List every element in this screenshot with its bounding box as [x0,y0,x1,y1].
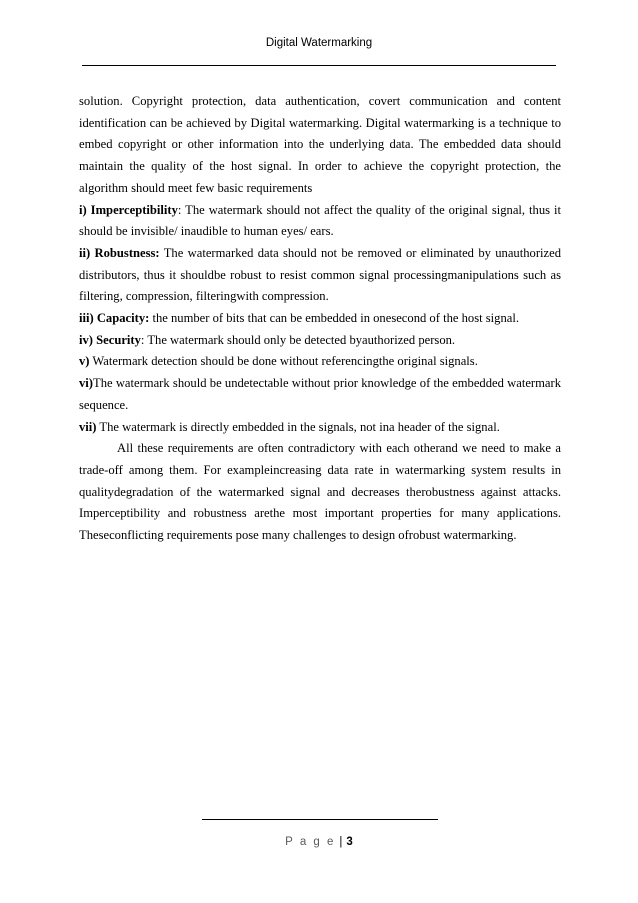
requirement-label: iii) Capacity: [79,311,150,326]
requirement-text: The watermarked data should not be removed or eliminated by unauthorized distributors, thus it shouldbe robust to resist common signal processingmanipulations such as filtering, compression, filteringwith compression. [79,245,561,304]
requirement-text: The watermark should be undetectable without prior knowledge of the embedded watermark sequence. [79,376,561,412]
requirement-undetectable [79,373,561,416]
document-body [79,91,561,547]
requirement-label: vi) [79,376,93,391]
requirement-embedding [79,417,561,439]
footer-divider [202,819,438,820]
page-number: 3 [346,836,353,848]
requirement-capacity [79,308,561,330]
requirement-label: vii) [79,419,97,434]
requirement-label: ii) Robustness: [79,245,160,260]
requirement-text: : The watermark should only be detected byauthorized person. [140,332,456,347]
conclusion-paragraph: All these requirements are often contradictory with each otherand we need to make a trade-off among them. For exampleincreasing data rate in watermarking system results in qualitydegradation of the watermarked signal and decreases therobustness against attacks. Imperceptibility and robustness arethe most important properties for many applications. Theseconflicting requirements pose many challenges to design ofrobust watermarking. [79,441,561,543]
header-divider [82,65,556,66]
requirement-detection [79,351,561,373]
requirement-robustness [79,243,561,308]
requirement-label: v) [79,354,90,369]
page-footer [0,836,638,848]
requirement-label: i) Imperceptibility [79,202,178,217]
requirement-security [79,330,561,352]
requirement-label: iv) Security [79,332,141,347]
requirement-text: : The watermark should not affect the quality of the original signal, thus it should be invisible/ inaudible to human eyes/ ears. [79,202,561,239]
page-separator: | [339,836,343,848]
intro-paragraph: solution. Copyright protection, data authentication, covert communication and content identification can be achieved by Digital watermarking. Digital watermarking is a technique to embed copyright or other information into the underlying data. The embedded data should maintain the quality of the host signal. In order to achieve the copyright protection, the algorithm should meet few basic requirements [79,94,561,195]
requirement-imperceptibility [79,200,561,243]
requirement-text: The watermark is directly embedded in the signals, not ina header of the signal. [96,419,500,434]
requirement-text: Watermark detection should be done without referencingthe original signals. [89,354,478,369]
page-header: Digital Watermarking [265,37,373,49]
page-label: P a g e [285,836,336,848]
requirement-text: the number of bits that can be embedded in onesecond of the host signal. [149,311,519,326]
